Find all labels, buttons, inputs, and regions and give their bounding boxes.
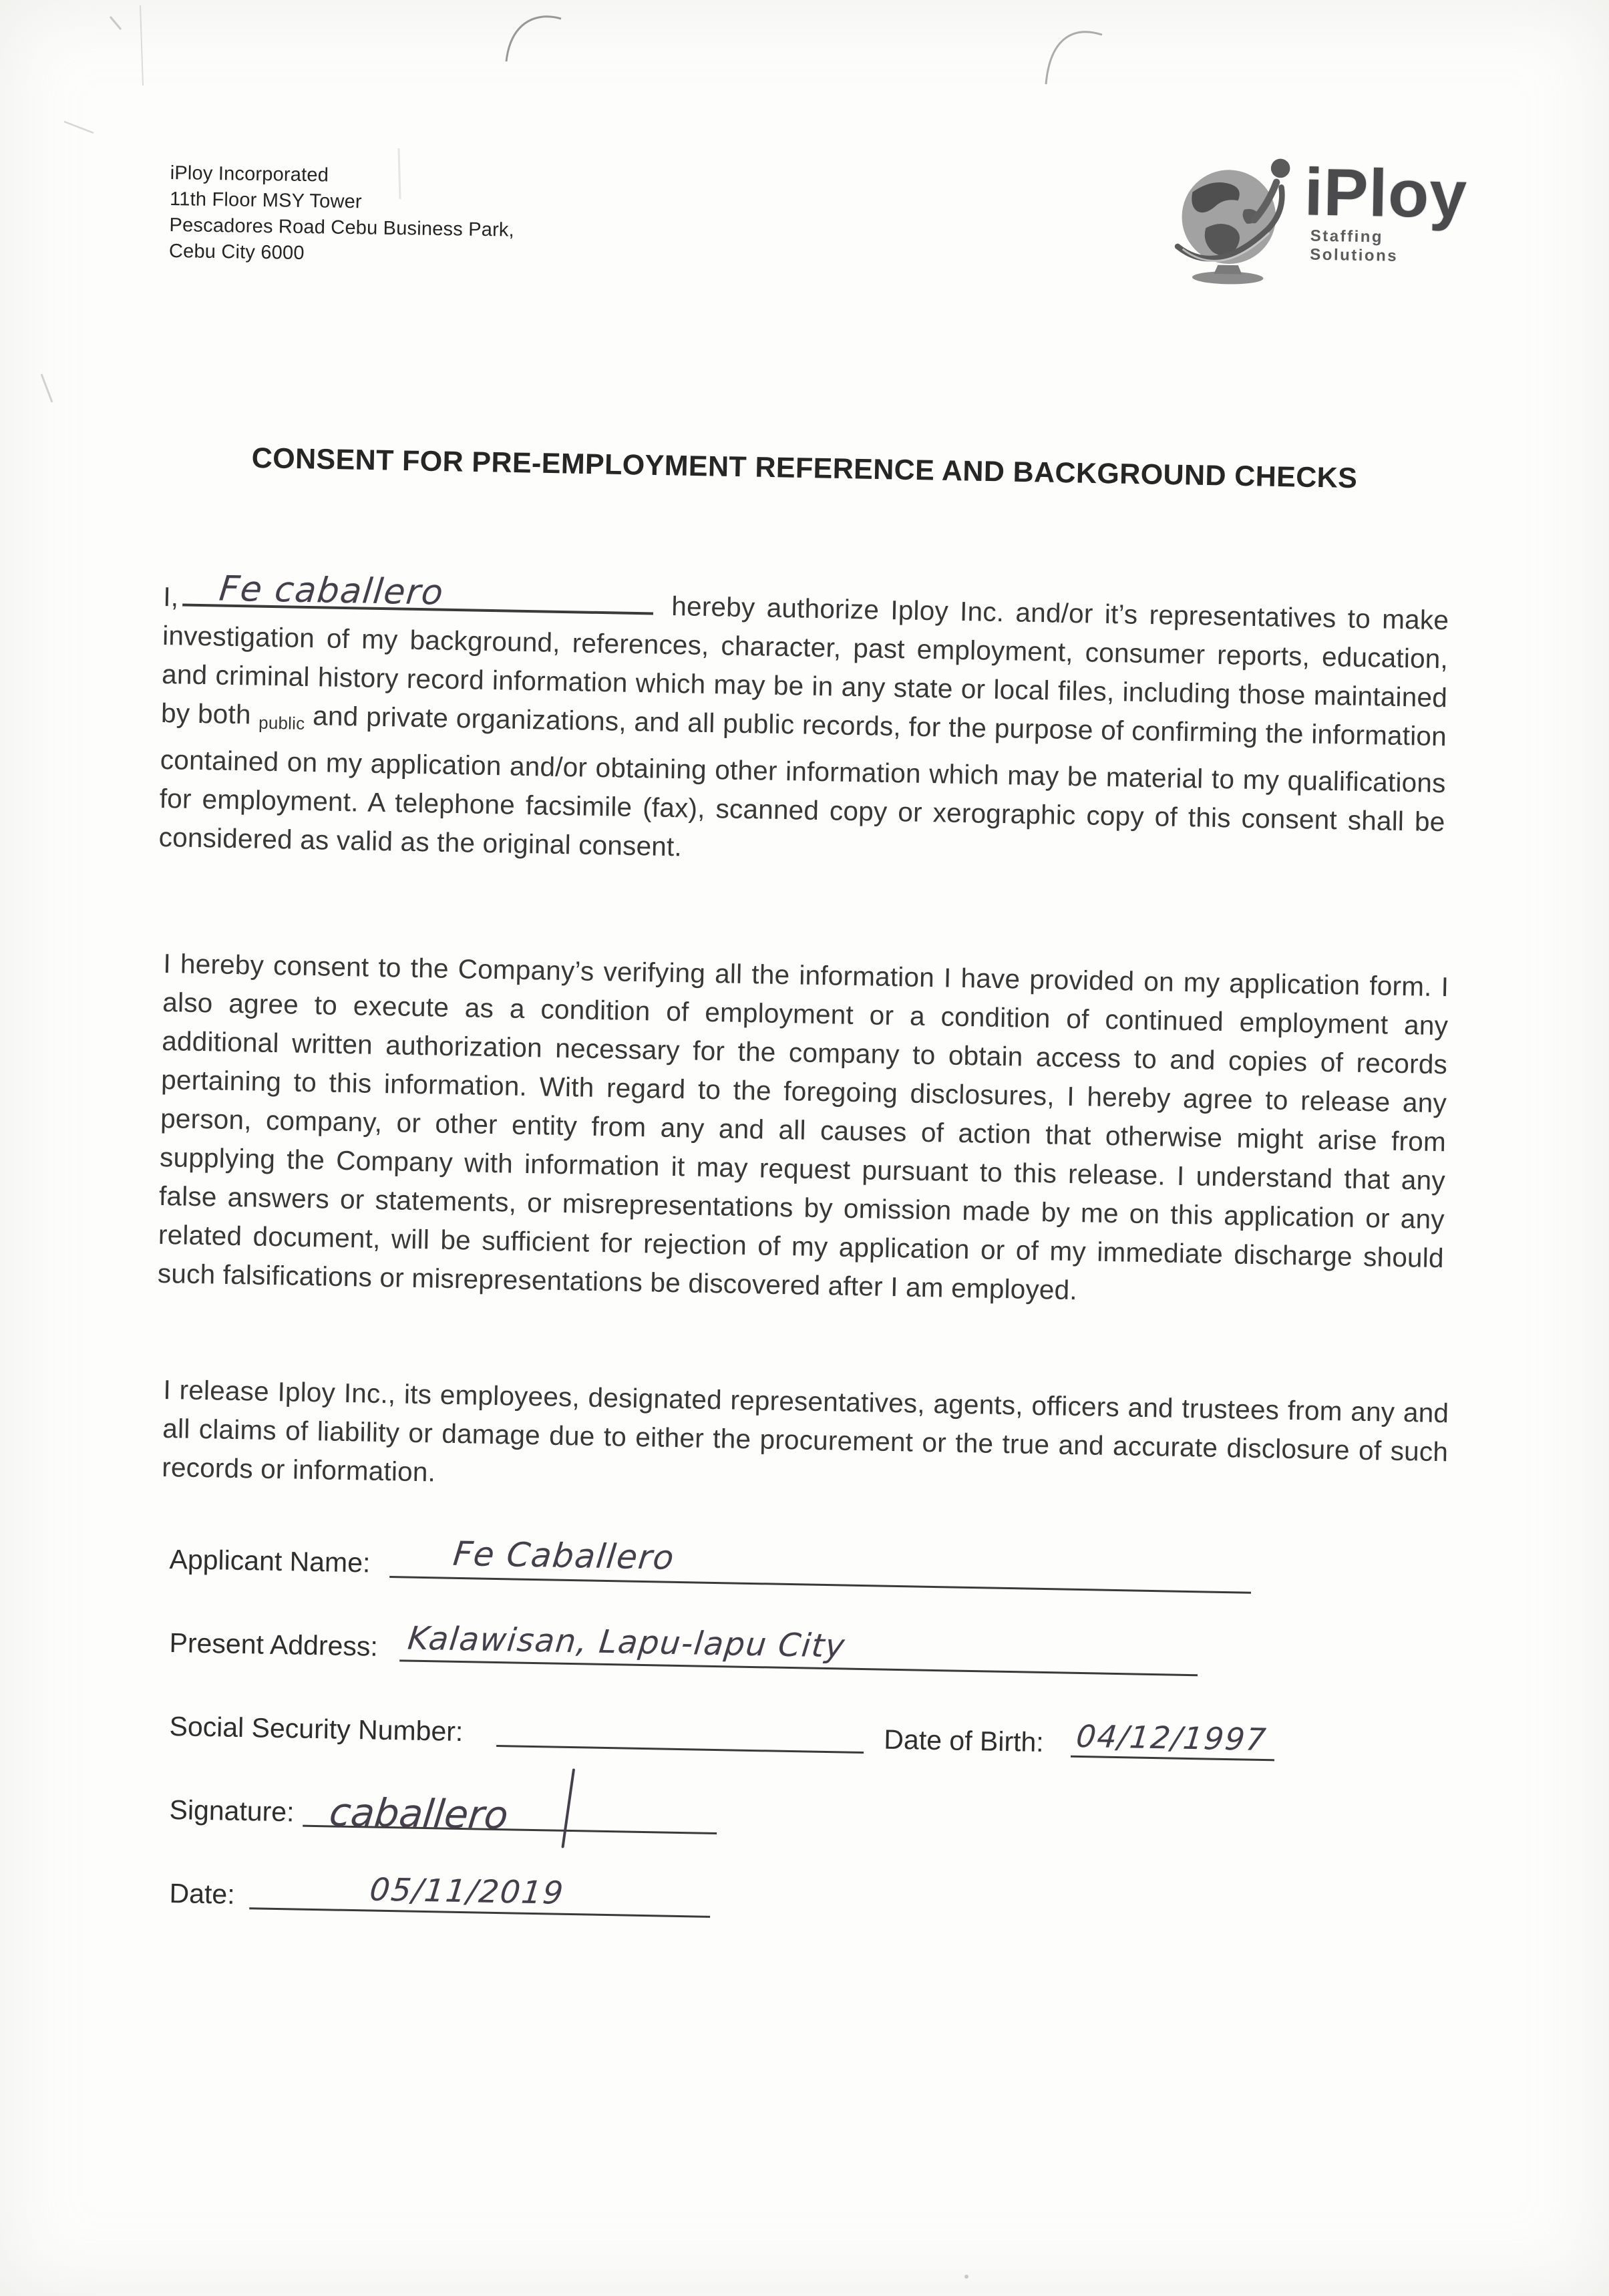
paragraph1-text-a: hereby authorize Iploy Inc. and/or it’s representatives to make investigation of my background, references, character, past employment, consumer reports, education, and criminal history record information which may be in any state or local files, including those maintained by both [160,590,1449,730]
signature-label: Signature: [169,1794,295,1828]
consent-paragraph-2: I hereby consent to the Company’s verifying all the information I have provided on my application form. I also agree to execute as a condition of employment or a condition of continued employment any additional written authorization necessary for the company to obtain access to and copies of records pertaining to this information. With regard to the foregoing disclosures, I hereby agree to release any person, company, or other entity from any and all causes of action that otherwise might arise from supplying the Company with information it may request pursuant to this release. I understand that any false answers or statements, or misrepresentations by omission made by me on this application or any related document, will be sufficient for rejection of my application or of my immediate discharge should such falsifications or misrepresentations be discovered after I am employed. [157,947,1449,1305]
consent-paragraph-1 [158,568,1449,880]
company-logo [1172,150,1468,289]
date-line [249,1864,711,1918]
handwritten-applicant-name: Fe Caballero [451,1534,677,1577]
signature-row [169,1766,1473,1856]
handwritten-name-entry: Fe caballero [217,568,446,613]
paragraph1-text-b: and private organizations, and all public records, for the purpose of confirming the information contained on my application and/or obtaining other information which may be material to my qualifications for employment. A telephone facsimile (fax), scanned copy or xerographic copy of this consent shall be considered as valid as the original consent. [158,699,1447,862]
applicant-name-row [169,1515,1473,1606]
date-of-birth-line [1071,1713,1275,1762]
date-of-birth-label: Date of Birth: [884,1724,1045,1758]
paragraph1-prefix: I, [162,581,179,612]
signature-line [303,1782,717,1838]
handwritten-date-of-birth: 04/12/1997 [1074,1717,1269,1758]
applicant-name-line [389,1533,1252,1594]
company-address-line: Pescadores Road Cebu Business Park, [169,214,515,241]
social-security-number-label: Social Security Number: [169,1711,464,1748]
logo-brand-text: iPloy [1303,154,1468,232]
handwritten-present-address: Kalawisan, Lapu-lapu City [405,1619,848,1665]
signature-flourish-stroke [561,1768,575,1848]
applicant-name-label: Applicant Name: [169,1544,371,1579]
handwritten-date: 05/11/2019 [367,1871,566,1912]
date-label: Date: [169,1878,236,1910]
paragraph1-small-word: public [258,712,305,733]
present-address-row [169,1599,1473,1689]
company-address-block [169,160,516,270]
logo-tagline-text: Staffing Solutions [1310,226,1399,265]
name-blank-line [182,568,654,615]
globe-icon [1172,152,1300,288]
document-title: CONSENT FOR PRE-EMPLOYMENT REFERENCE AND BACKGROUND CHECKS [251,442,1358,494]
present-address-line [399,1617,1198,1676]
present-address-label: Present Address: [169,1627,379,1662]
social-security-number-line [496,1702,864,1754]
ssn-dob-row [169,1682,1473,1773]
company-address-line: 11th Floor MSY Tower [169,188,363,213]
handwritten-signature: caballero [327,1789,511,1838]
date-row [169,1849,1473,1940]
company-address-line: iPloy Incorporated [170,162,329,186]
company-address-line: Cebu City 6000 [168,240,305,264]
release-paragraph-3: I release Iploy Inc., its employees, designated representatives, agents, officers and trustees from any and all claims of liability or damage due to either the procurement or the true and accurate disclosure of such records or information. [161,1373,1449,1487]
